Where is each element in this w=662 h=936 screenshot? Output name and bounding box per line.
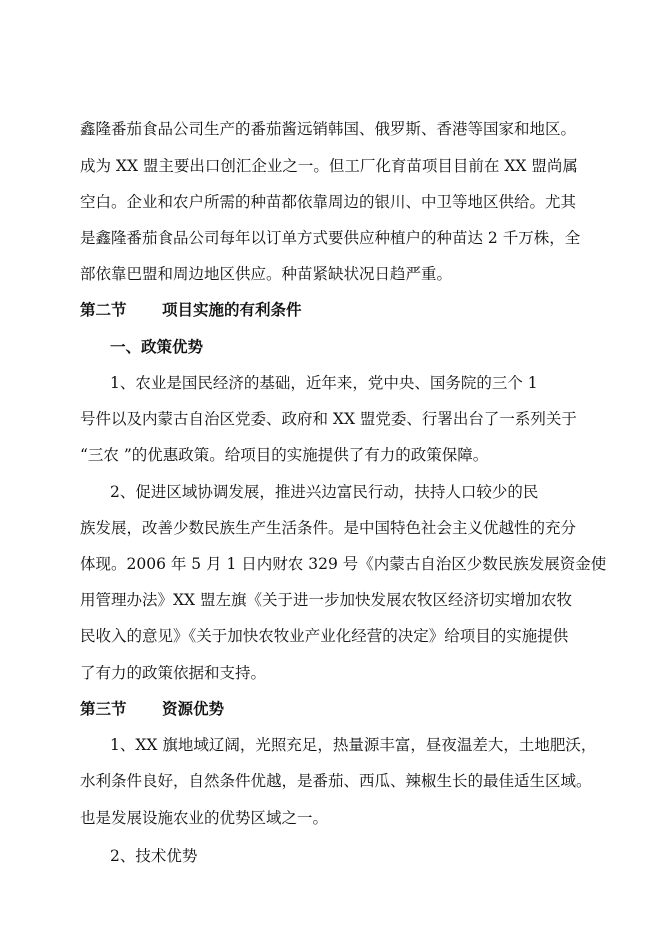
section-heading [80,300,302,320]
paragraph-line: 部依靠巴盟和周边地区供应。种苗紧缺状况日趋严重。 [80,265,453,283]
paragraph-line: 2、促进区域协调发展，推进兴边富民行动，扶持人口较少的民 [110,483,539,501]
paragraph-line: 是鑫隆番茄食品公司每年以订单方式要供应种植户的种苗达 2 千万株，全 [80,229,581,247]
section-heading [80,699,224,719]
paragraph-line: 水利条件良好，自然条件优越，是番茄、西瓜、辣椒生长的最佳适生区域。 [80,772,592,790]
paragraph-line: 1、农业是国民经济的基础，近年来，党中央、国务院的三个 1 [110,374,538,392]
paragraph-line: 空白。企业和农户所需的种苗都依靠周边的银川、中卫等地区供给。尤其 [80,193,577,211]
section-title: 资源优势 [162,699,225,718]
paragraph-line: 用管理办法》XX 盟左旗《关于进一步加快发展农牧区经济切实增加农牧 [80,591,572,609]
paragraph-line: 也是发展设施农业的优势区域之一。 [80,809,329,827]
paragraph-line: “三农 ”的优惠政策。给项目的实施提供了有力的政策保障。 [80,446,489,464]
section-title: 项目实施的有利条件 [162,300,302,319]
subsection-heading: 一、政策优势 [110,337,204,356]
paragraph-line: 1、XX 旗地域辽阔，光照充足，热量源丰富，昼夜温差大，土地肥沃， [110,736,597,754]
section-number: 第三节 [80,699,127,718]
paragraph-line: 号件以及内蒙古自治区党委、政府和 XX 盟党委、行署出台了一系列关于 [80,410,577,428]
paragraph-line: 族发展，改善少数民族生产生活条件。是中国特色社会主义优越性的充分 [80,519,577,537]
subsection-heading: 2、技术优势 [110,847,198,865]
paragraph-line: 成为 XX 盟主要出口创汇企业之一。但工厂化育苗项目目前在 XX 盟尚属 [80,157,578,175]
paragraph-line: 体现。2006 年 5 月 1 日内财农 329 号《内蒙古自治区少数民族发展资金使 [80,555,607,573]
paragraph-line: 民收入的意见》《关于加快农牧业产业化经营的决定》给项目的实施提供 [80,627,569,645]
section-number: 第二节 [80,300,127,319]
paragraph-line: 鑫隆番茄食品公司生产的番茄酱远销韩国、俄罗斯、香港等国家和地区。 [80,120,577,138]
paragraph-line: 了有力的政策依据和支持。 [80,664,267,682]
